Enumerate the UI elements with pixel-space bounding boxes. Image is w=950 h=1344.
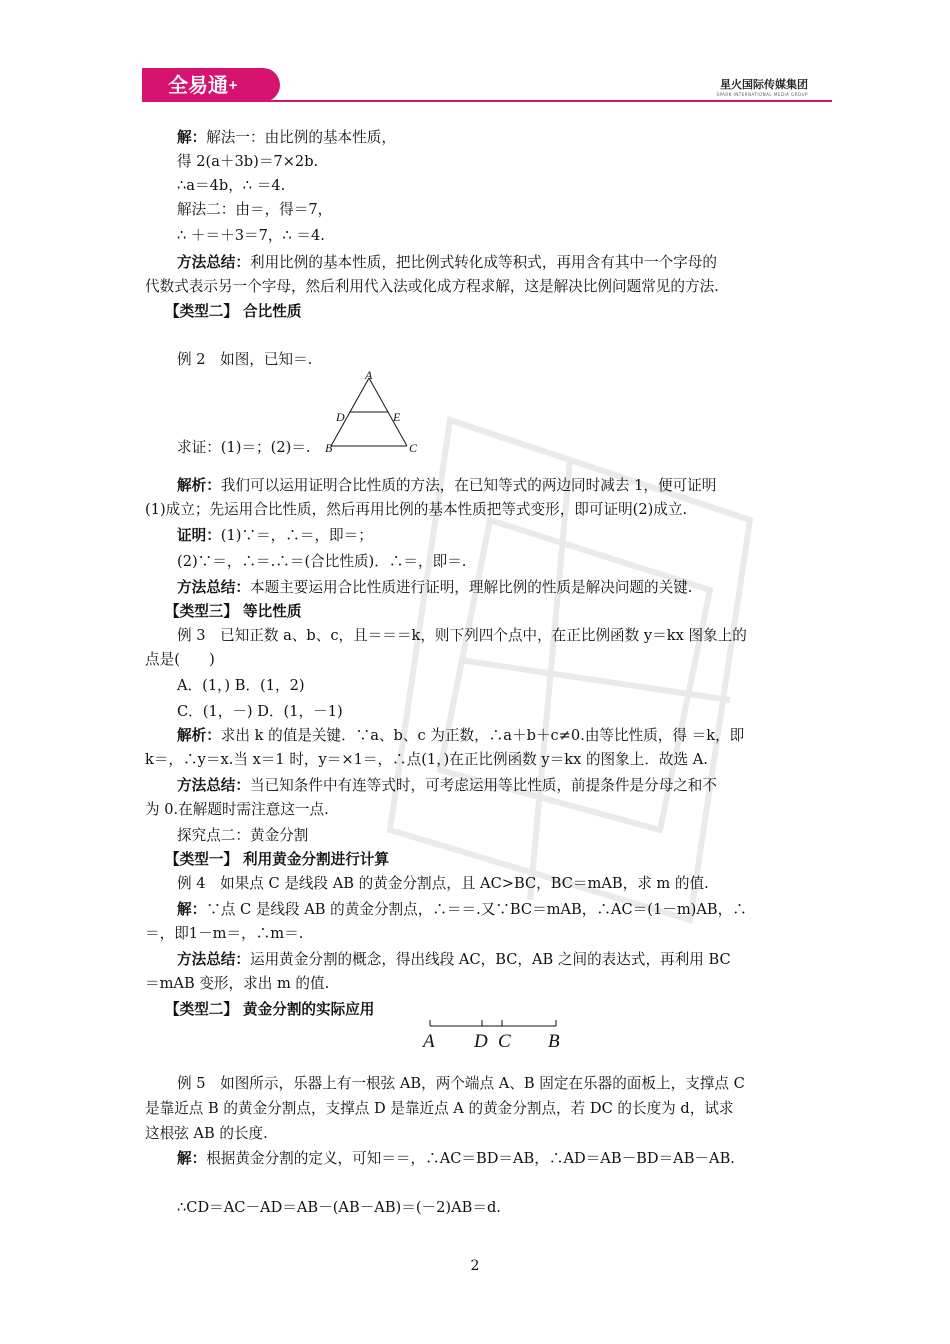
section-heading-4: 【类型一】 利用黄金分割进行计算 [165, 851, 389, 868]
vertex-d-label: D [336, 410, 345, 424]
line-22: k＝，∴y＝x.当 x＝1 时，y＝×1＝，∴点(1，)在正比例函数 y＝kx 的图象上．故选 A. [145, 751, 708, 768]
point-b-label: B [548, 1031, 560, 1050]
publisher-en: SPARK INTERNATIONAL MEDIA GROUP [716, 92, 808, 97]
page-number: 2 [470, 1258, 480, 1274]
line-35: 这根弦 AB 的长度. [145, 1125, 268, 1142]
vertex-a-label: A [365, 368, 373, 382]
line-7: 代数式表示另一个字母，然后利用代入法或化成方程求解，这是解决比例问题常见的方法. [145, 278, 719, 295]
line-24: 为 0.在解题时需注意这一点. [145, 801, 329, 818]
header-rule [142, 100, 832, 102]
line-6: 方法总结：利用比例的基本性质，把比例式转化成等积式，再用含有其中一个字母的 [177, 254, 717, 271]
vertex-c-label: C [409, 441, 418, 454]
line-37: ∴CD＝AC－AD＝AB－(AB－AB)＝(－2)AB＝d. [177, 1199, 501, 1216]
line-12: (1)成立；先运用合比性质，然后再用比例的基本性质把等式变形，即可证明(2)成立. [145, 501, 688, 518]
logo-star-icon: + [228, 78, 239, 92]
section-heading: 【类型二】 合比性质 [165, 303, 302, 320]
line-17: 例 3 已知正数 a、b、c，且＝＝＝k，则下列四个点中，在正比例函数 y＝kx 图象上的 [177, 627, 747, 644]
logo-text: 全易通 [168, 73, 228, 97]
line-14: (2)∵＝，∴＝.∴＝(合比性质)．∴＝，即＝. [177, 553, 467, 570]
line-4: 解法二：由＝，得＝7， [177, 201, 333, 218]
vertex-b-label: B [325, 441, 333, 454]
line-18: 点是( ) [145, 651, 215, 668]
line-5: ∴ ＋＝＋3＝7，∴ ＝4. [177, 227, 325, 244]
line-2: 得 2(a＋3b)＝7×2b. [177, 153, 319, 170]
line-9: 例 2 如图，已知＝. [177, 351, 313, 368]
line-33: 例 5 如图所示，乐器上有一根弦 AB，两个端点 A、B 固定在乐器的面板上，支撑点 C [177, 1075, 745, 1092]
publisher-name [716, 76, 808, 97]
line-11: 解析：我们可以运用证明合比性质的方法，在已知等式的两边同时减去 1，便可证明 [177, 477, 717, 494]
line-34: 是靠近点 B 的黄金分割点，支撑点 D 是靠近点 A 的黄金分割点，若 DC 的长度为 d，试求 [145, 1100, 734, 1117]
option-cd: C．(1，－) D．(1，－1) [177, 703, 343, 720]
option-ab: A．(1，) B．(1，2) [177, 677, 305, 694]
line-31: ＝mAB 变形，求出 m 的值. [145, 975, 330, 992]
line-23: 方法总结：当已知条件中有连等式时，可考虑运用等比性质，前提条件是分母之和不 [177, 777, 717, 794]
line-3: ∴a＝4b，∴ ＝4. [177, 177, 286, 194]
publisher-cn: 星火国际传媒集团 [720, 78, 808, 91]
point-d-label: D [474, 1031, 488, 1050]
header-logo [142, 68, 280, 102]
line-25: 探究点二：黄金分割 [177, 827, 309, 844]
line-21: 解析：求出 k 的值是关键．∵a、b、c 为正数，∴a＋b＋c≠0.由等比性质，得 ＝k，即 [177, 727, 745, 744]
line-28: 解：∵点 C 是线段 AB 的黄金分割点，∴＝＝.又∵BC＝mAB，∴AC＝(1－m)AB，∴ [177, 901, 747, 918]
line-27: 例 4 如果点 C 是线段 AB 的黄金分割点，且 AC>BC，BC＝mAB，求 m 的值. [177, 875, 709, 892]
line-15: 方法总结：本题主要运用合比性质进行证明，理解比例的性质是解决问题的关键. [177, 579, 693, 596]
line-30: 方法总结：运用黄金分割的概念，得出线段 AC，BC，AB 之间的表达式，再利用 BC [177, 951, 731, 968]
line-13: 证明：(1)∵＝，∴＝，即＝； [177, 527, 373, 544]
vertex-e-label: E [393, 410, 401, 424]
line-36: 解：根据黄金分割的定义，可知＝＝，∴AC＝BD＝AB，∴AD＝AB－BD＝AB－AB. [177, 1150, 735, 1167]
line-1: 解：解法一：由比例的基本性质， [177, 129, 396, 146]
section-heading-3: 【类型三】 等比性质 [165, 603, 302, 620]
section-heading-5: 【类型二】 黄金分割的实际应用 [165, 1001, 375, 1018]
line-29: ＝，即1－m＝，∴m＝. [145, 925, 304, 942]
line-10: 求证：(1)＝；(2)＝. [177, 439, 311, 456]
point-c-label: C [498, 1031, 511, 1050]
segment-figure [418, 1016, 568, 1050]
point-a-label: A [423, 1031, 435, 1050]
